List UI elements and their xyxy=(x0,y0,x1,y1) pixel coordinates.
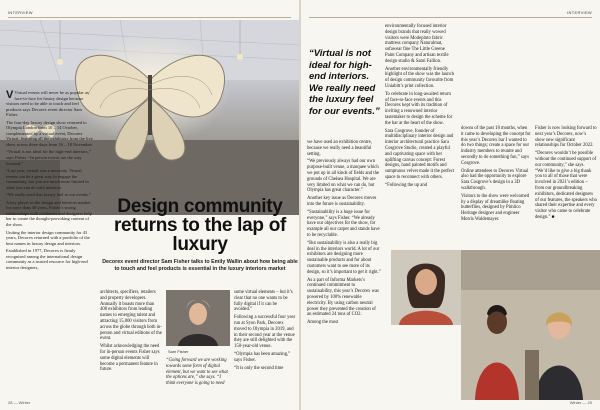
col2-para-1: Whilst acknowledging the need for in-person events Fisher says some digital elements will become a permanent feature in future. xyxy=(100,344,160,373)
col3-para-3: “It is only the second time xyxy=(234,365,284,371)
article-standfirst: Decorex event director Sam Fisher talks to Emily Wallin about how being able to touch and feel products is essential in the luxury interiors market xyxy=(102,259,298,272)
col6-para-2: Visitors to the show were welcomed by a display of dreamlike floating butterflies, designed by Pimlico Heritage designer and engineer Morris Waldemayer. xyxy=(461,193,530,222)
right-page xyxy=(301,0,600,410)
page-number-left: 28 — Winter xyxy=(8,400,31,405)
article-headline: Design community returns to the lap of luxury xyxy=(113,196,287,255)
col5-para-1: Another environmentally friendly highlight of the show was the launch of design community favourite from Uniabitt’s print collection. xyxy=(385,66,454,89)
col1-para-0: Virtual events will never be as popular as face-to-face for luxury design because visitors need to be able to touch and feel products says Decorex event director Sam Fisher. xyxy=(6,90,89,118)
column-3 xyxy=(234,290,296,373)
pull-quote-top: “Virtual is not ideal for high-end interiors. We really need the luxury feel for our events.” xyxy=(309,48,380,117)
col4-para-6: Among the most xyxy=(307,320,339,326)
col2-para-0: architects, specifiers, retailers and property developers. Annually it boasts more than 400 exhibitors from leading names to emerging talent and attracting 15,000 visitors from across the globe through both in-person and virtual editions of the event. xyxy=(100,290,162,342)
col1-para-6: Uniting the interior design community for 43 years, Decorex returned with a portfolio of the best names in luxury design and interiors. xyxy=(6,229,90,246)
header-rule-left xyxy=(8,17,291,18)
col1-para-3: “Last year, virtual was a necessity. Virtual events can be a great way to engage the community, but you are much more limited in what you can do with interiors. xyxy=(6,168,89,190)
column-5 xyxy=(385,24,455,191)
col1-para-5: A key player in the design and interiors market for more than 40 years, Fisher’s strong relationships with exhibitors and designers help her to create the thought-provoking content of the show. xyxy=(6,199,92,228)
group-photo-image xyxy=(461,250,600,400)
col5-para-0: environmentally focused interior design brands that really wowed visitors were Modepluto fabric mattress company Naturalmat, sofawear fine The Little Greene Paint Company and artisan textile design studio & Sami Fallion. xyxy=(385,24,449,64)
left-page xyxy=(0,0,299,410)
col7-para-0: Fisher is now looking forward to next year’s Decorex, now’s show new significant relationships for October 2022. xyxy=(535,126,597,149)
col3-para-0: some virtual elements – but it’s clear that no one wants to be fully digital if it can be avoided.” xyxy=(234,290,293,313)
col1-para-2: “Virtual is not ideal for the high-end interiors,” says Fisher. “In person events are the way forward.” xyxy=(6,149,91,166)
col4-para-0: we have used an exhibition centre, because we really need a beautiful setting. xyxy=(307,140,372,157)
header-rule-right xyxy=(309,17,592,18)
col3-para-2: “Olympia has been amazing,” says Fisher. xyxy=(234,351,291,363)
event-photo-group xyxy=(461,250,600,400)
sara-cosgrove-portrait xyxy=(391,250,461,325)
column-1 xyxy=(6,90,94,272)
col5-para-2: To celebrate in long-awaited return of face-to-face events and this Decorex kept with its tradition of inviting a renowned interior tastemaker to design the scheme for the bar at the heart of the show. xyxy=(385,91,453,126)
section-tag-right: INTERVIEW xyxy=(567,10,592,15)
cosgrove-portrait-image xyxy=(391,250,461,325)
col3-para-1: Following a successful four year run at Syon Park, Decorex moved to Olympia in 2019, and in their second year at the venue they are still delighted with the 150-year-old venue. xyxy=(234,315,296,350)
drop-cap: V xyxy=(6,89,14,101)
section-tag-left: INTERVIEW xyxy=(8,10,33,15)
col1-para-4: “We really need that luxury feel to our events.” xyxy=(6,192,91,198)
col6-para-0: downs of the past 18 months, when it came to developing the concept for this year’s Decorex bar I wanted to do two things; create a space for our industry members to reunite and secondly to do something fun,” says Cosgrove. xyxy=(461,126,531,166)
sam-fisher-portrait xyxy=(166,290,230,346)
col4-para-1: “We previously always had our own purpose-built venue, a marquee which we put up in all kinds of fields and the grounds of Chelsea Hospital. We are very limited on what we can do, but Olympia has great character.” xyxy=(307,159,379,194)
column-6 xyxy=(461,126,531,225)
pull-quote-bottom: “Going forward we are working towards some form of digital element, but we want to see what the options are,” she says. “I think everyone is going to need xyxy=(166,358,228,387)
column-4 xyxy=(307,140,381,328)
column-2 xyxy=(100,290,162,375)
col1-para-1: The four-day luxury design show returned to Olympia London from 10 – 14 October, complemented by a virtual event, Decorex Virtual, featuring all the exhibitors from the live show across three days from 16 – 18 November. xyxy=(6,119,93,147)
col1-para-7: Established in 1977, Decorex is firmly recognised among the international design community as a trusted resource for high-end interior designers, xyxy=(6,248,88,270)
col4-para-5: As a part of Informa Markets’s continued commitment to sustainability, this year’s Decorex was powered by 100% renewable electricity. By using carbon neutral power they prevented the creation of an estimated 24 tons of CO2. xyxy=(307,277,379,318)
column-7 xyxy=(535,126,597,223)
col6-para-1: Online attendees to Decorex Virtual also had the opportunity to explore Sara Cosgrove’s design in a 3D walkthrough. xyxy=(461,168,529,191)
portrait-image xyxy=(166,290,230,346)
col4-para-3: “Sustainability is a huge issue for everyone,” says Fisher. “We already have our objectives for the show, for example all our carpet and stands have to be recyclable. xyxy=(307,209,380,238)
col5-para-4: “Following the up and xyxy=(385,182,428,188)
portrait-caption: Sam Fisher xyxy=(168,349,189,354)
col7-para-1: “Decorex wouldn’t be possible without the continued support of our community,” she says. “We’d like to give a big thank you to all of those that were involved in 2021’s edition – from our groundbreaking exhibitors, dedicated designers of our features, the speakers who shared their expertise and every visitor who came to celebrate design.” ■ xyxy=(535,151,597,220)
col4-para-2: Another key issue as Decorex moves into the future is sustainability. xyxy=(307,196,377,207)
col4-para-4: “But sustainability is also a really big deal in the interiors world. A lot of our exhibitors are designing more sustainable products and for about customers want to see more of its design, so it’s important to get it right.” xyxy=(307,240,381,275)
col5-para-3: Sara Cosgrove, founder of multidisciplinary interior design and interior architectural practice Sara Cosgrove Studio, created a playful and captivating space with her uplifting canvas concept: Forest designs, hand painted motifs and sumptuous velvet made it the perfect space to reconnect with others. xyxy=(385,128,455,180)
page-number-right: Winter — 29 xyxy=(569,400,592,405)
